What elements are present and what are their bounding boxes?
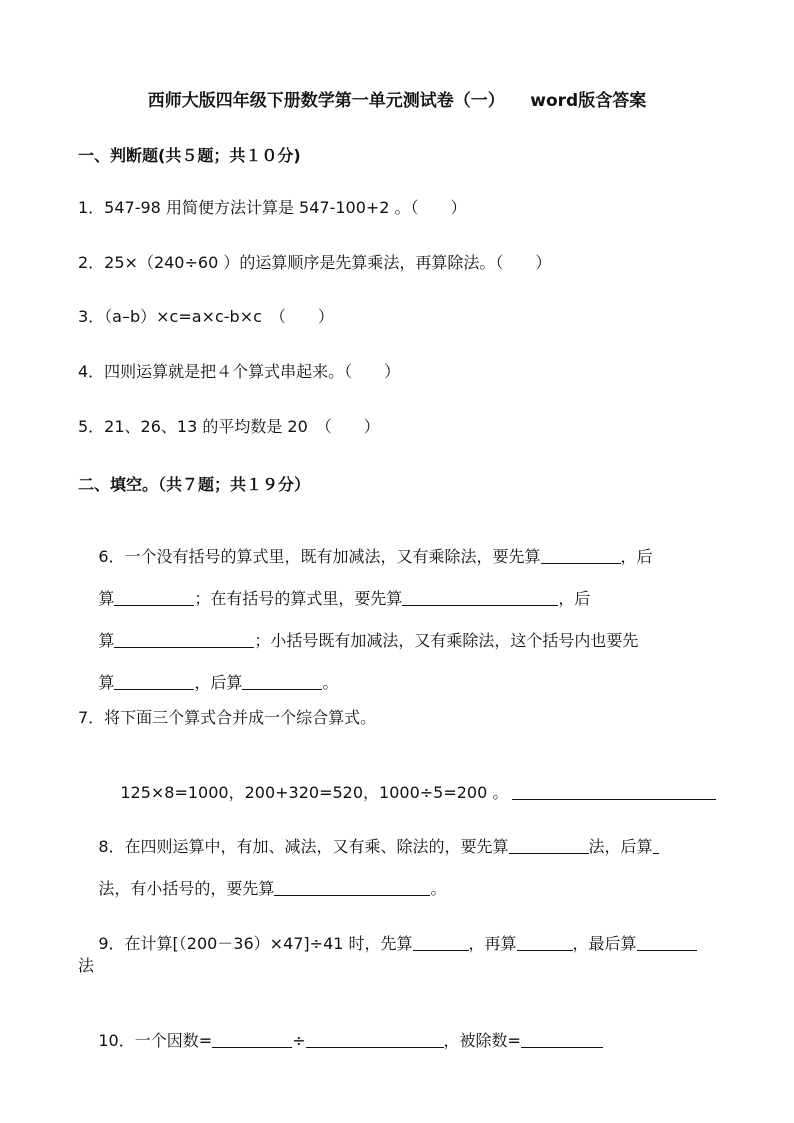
question-4: 4．四则运算就是把４个算式串起来。（ ） [78,362,401,381]
answer-blank[interactable] [114,673,194,690]
answer-blank[interactable] [509,837,589,854]
answer-blank[interactable] [413,934,469,951]
question-3: 3．（a–b）×c=a×c-b×c （ ） [78,307,334,326]
q10-text: 10．一个因数= [98,1031,213,1050]
answer-blank[interactable] [242,673,322,690]
q6-text: ；在有括号的算式里，要先算 [194,589,403,608]
section-heading-judgement: 一、判断题(共５题；共１０分) [78,146,301,165]
answer-blank[interactable] [653,837,659,854]
question-1: 1．547-98 用简便方法计算是 547-100+2 。（ ） [78,198,467,217]
q6-text: 算 [98,631,115,650]
answer-blank[interactable] [637,934,697,951]
answer-blank[interactable] [114,589,194,606]
answer-blank[interactable] [512,783,716,800]
answer-blank[interactable] [274,879,430,896]
page-title: 西师大版四年级下册数学第一单元测试卷（一） word版含答案 [147,91,647,111]
q9-text: ，再算 [468,934,517,953]
q6-text: 6．一个没有括号的算式里，既有加减法，又有乘除法，要先算 [98,547,541,566]
q6-text: ，后算 [194,673,243,692]
q8-text: 法，有小括号的，要先算 [98,879,275,898]
answer-blank[interactable] [517,934,573,951]
answer-blank[interactable] [306,1031,444,1048]
q8-text: 8．在四则运算中，有加、减法，又有乘、除法的，要先算 [98,837,509,856]
q6-text: ；小括号既有加减法，又有乘除法，这个括号内也要先 [254,631,639,650]
q6-text: 算 [98,589,115,608]
question-9-line-1 [78,914,697,974]
question-5: 5．21、26、13 的平均数是 20 （ ） [78,417,380,436]
q10-text: ÷ [292,1031,306,1050]
q8-text: 法，后算 [588,837,653,856]
question-2: 2．25×（240÷60 ）的运算顺序是先算乘法，再算除法。（ ） [78,253,552,272]
question-6-line-4 [78,653,338,713]
q9-text: ，最后算 [572,934,637,953]
q6-text: 。 [322,673,339,692]
q7-expressions: 125×8=1000，200+320=520，1000÷5=200 。 [120,783,509,802]
q10-text: ，被除数= [443,1031,521,1050]
answer-blank[interactable] [212,1031,292,1048]
question-10 [78,1011,603,1071]
q9-text: 9．在计算[（200－36）×47]÷41 时，先算 [98,934,413,953]
q6-text: 算 [98,673,115,692]
answer-blank[interactable] [521,1031,603,1048]
section-heading-fill-in: 二、填空。（共７题；共１９分） [78,475,311,494]
question-9-line-2: 法 [78,956,95,975]
answer-blank[interactable] [541,547,621,564]
question-7-line-1: 7．将下面三个算式合并成一个综合算式。 [78,708,377,727]
answer-blank[interactable] [114,631,254,648]
question-7-line-2 [100,763,716,823]
answer-blank[interactable] [402,589,558,606]
q6-text: ，后 [620,547,653,566]
q6-text: ，后 [558,589,591,608]
q8-text: 。 [430,879,447,898]
question-8-line-2 [78,859,446,919]
